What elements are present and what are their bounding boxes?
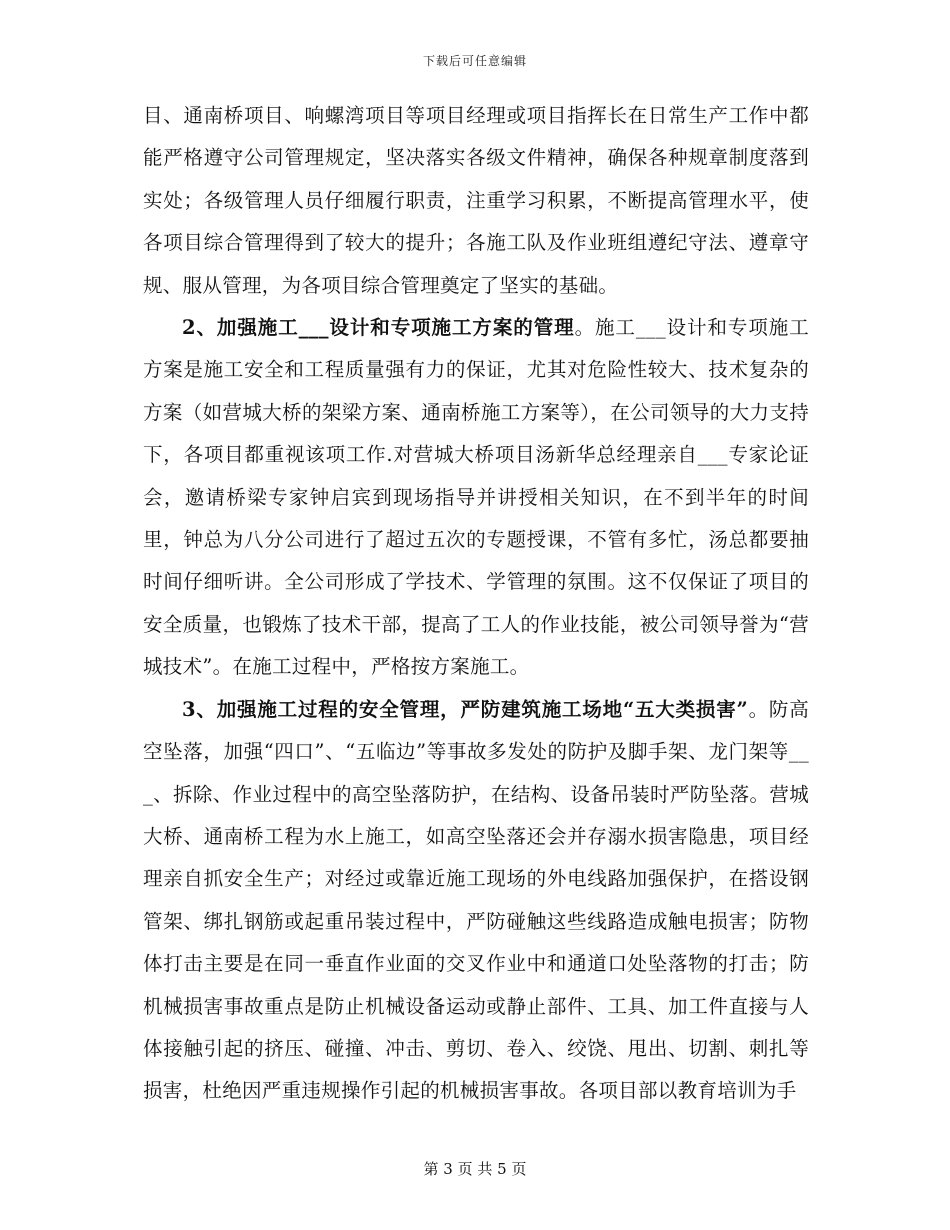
paragraph-3-text: 。防高空坠落，加强“四口”、“五临边”等事故多发处的防护及脚手架、龙门架等___、拆除、作业过程中的高空坠落防护，在结构、设备吊装时严防坠落。营城大桥、通南桥工程为水上施工，如高空坠落还会并存溺水损害隐患，项目经理亲自抓安全生产；对经过或靠近施工现场的外电线路加强保护，在搭设钢管架、绑扎钢筋或起重吊装过程中，严防碰触这些线路造成触电损害；防物体打击主要是在同一垂直作业面的交叉作业中和通道口处坠落物的打击；防机械损害事故重点是防止机械设备运动或静止部件、工具、加工件直接与人体接触引起的挤压、碰撞、冲击、剪切、卷入、绞饶、甩出、切割、刺扎等损害，杜绝因严重违规操作引起的机械损害事故。各项目部以教育培训为手 xyxy=(143,697,810,1103)
paragraph-2 xyxy=(143,307,809,689)
paragraph-2-text: 。施工___设计和专项施工方案是施工安全和工程质量强有力的保证，尤其对危险性较大、技术复杂的方案（如营城大桥的架梁方案、通南桥施工方案等），在公司领导的大力支持下，各项目都重视该项工作.对营城大桥项目汤新华总经理亲自___专家论证会，邀请桥梁专家钟启宾到现场指导并讲授相关知识，在不到半年的时间里，钟总为八分公司进行了超过五次的专题授课，不管有多忙，汤总都要抽时间仔细听讲。全公司形成了学技术、学管理的氛围。这不仅保证了项目的安全质量，也锻炼了技术干部，提高了工人的作业技能，被公司领导誉为“营城技术”。在施工过程中，严格按方案施工。 xyxy=(143,316,809,679)
document-body xyxy=(143,95,809,1113)
paragraph-3 xyxy=(143,689,809,1113)
page-header-note: 下载后可任意编辑 xyxy=(422,54,527,68)
paragraph-2-heading: 2、加强施工___设计和专项施工方案的管理 xyxy=(182,316,575,340)
paragraph-1: 目、通南桥项目、响螺湾项目等项目经理或项目指挥长在日常生产工作中都能严格遵守公司管理规定，坚决落实各级文件精神，确保各种规章制度落到实处；各级管理人员仔细履行职责，注重学习积累，不断提高管理水平，使各项目综合管理得到了较大的提升；各施工队及作业班组遵纪守法、遵章守规、服从管理，为各项目综合管理奠定了坚实的基础。 xyxy=(143,104,809,297)
paragraph-3-heading: 3、加强施工过程的安全管理，严防建筑施工场地“五大类损害” xyxy=(182,697,749,721)
page-number: 第 3 页 共 5 页 xyxy=(423,1160,527,1178)
